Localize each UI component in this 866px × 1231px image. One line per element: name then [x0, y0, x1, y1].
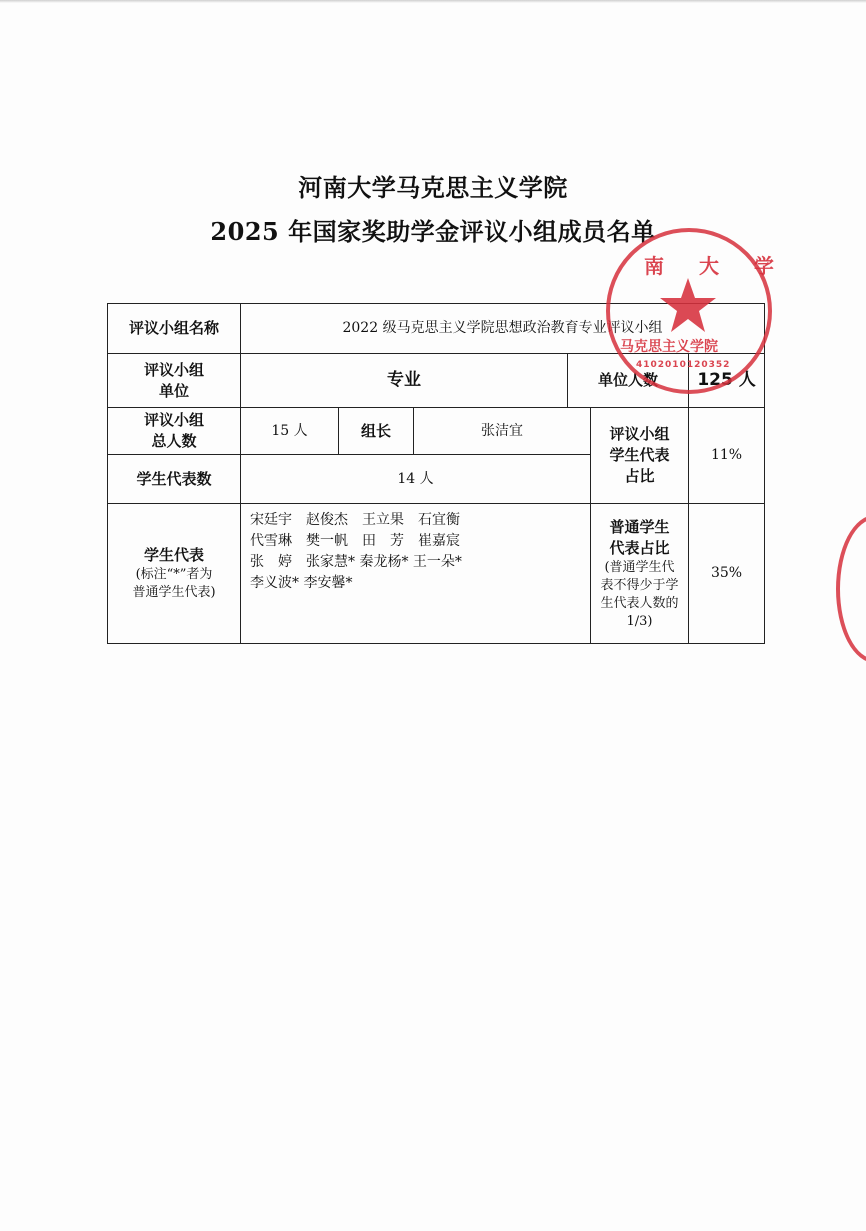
- row-total: [108, 408, 765, 455]
- ordinary-ratio-label-cell: [591, 504, 689, 644]
- ordinary-ratio-note: (普通学生代 表不得少于学 生代表人数的 1/3): [600, 559, 679, 629]
- row-members: [108, 504, 765, 644]
- student-rep-label: 学生代表: [143, 546, 204, 564]
- document-title: 河南大学马克思主义学院: [298, 173, 568, 202]
- official-seal: [606, 228, 788, 394]
- seal-code: 4102010120352: [636, 360, 731, 370]
- total-label: 评议小组 总人数: [108, 408, 241, 455]
- student-rep-count-label: 学生代表数: [108, 455, 241, 504]
- group-name-label: 评议小组名称: [108, 304, 241, 354]
- unit-value: 专业: [241, 354, 568, 408]
- scan-edge: [0, 0, 866, 3]
- document-subtitle: 2025 年国家奖助学金评议小组成员名单: [210, 217, 656, 246]
- member-row: 李义波* 李安馨*: [250, 575, 353, 591]
- student-rep-count-value: 14 人: [241, 455, 591, 504]
- member-row: 宋廷宇 赵俊杰 王立果 石宜衡: [250, 512, 460, 528]
- student-rep-label-cell: [108, 504, 241, 644]
- total-value: 15 人: [241, 408, 339, 455]
- leader-value: 张洁宜: [414, 408, 591, 455]
- rep-ratio-value: 11%: [689, 408, 765, 504]
- student-rep-note: (标注“*”者为 普通学生代表): [132, 567, 216, 600]
- rep-ratio-label: 评议小组 学生代表 占比: [591, 408, 689, 504]
- group-name-value: 2022 级马克思主义学院思想政治教育专业评议小组: [241, 304, 765, 354]
- ordinary-ratio-label: 普通学生 代表占比: [609, 517, 670, 557]
- ordinary-ratio-value: 35%: [689, 504, 765, 644]
- leader-label: 组长: [339, 408, 414, 455]
- seal-text-mid: 马克思主义学院: [620, 339, 718, 355]
- seal-star-icon: [658, 276, 718, 336]
- seal-text-top: 南 大 学: [644, 254, 788, 278]
- member-row: 代雪琳 樊一帆 田 芳 崔嘉宸: [250, 533, 460, 549]
- member-list: [241, 504, 591, 644]
- unit-count-value: 125 人: [689, 354, 765, 408]
- unit-count-label: 单位人数: [568, 354, 689, 408]
- partial-seal: [836, 515, 866, 663]
- unit-label: 评议小组 单位: [108, 354, 241, 408]
- member-row: 张 婷 张家慧* 秦龙杨* 王一朵*: [250, 554, 462, 570]
